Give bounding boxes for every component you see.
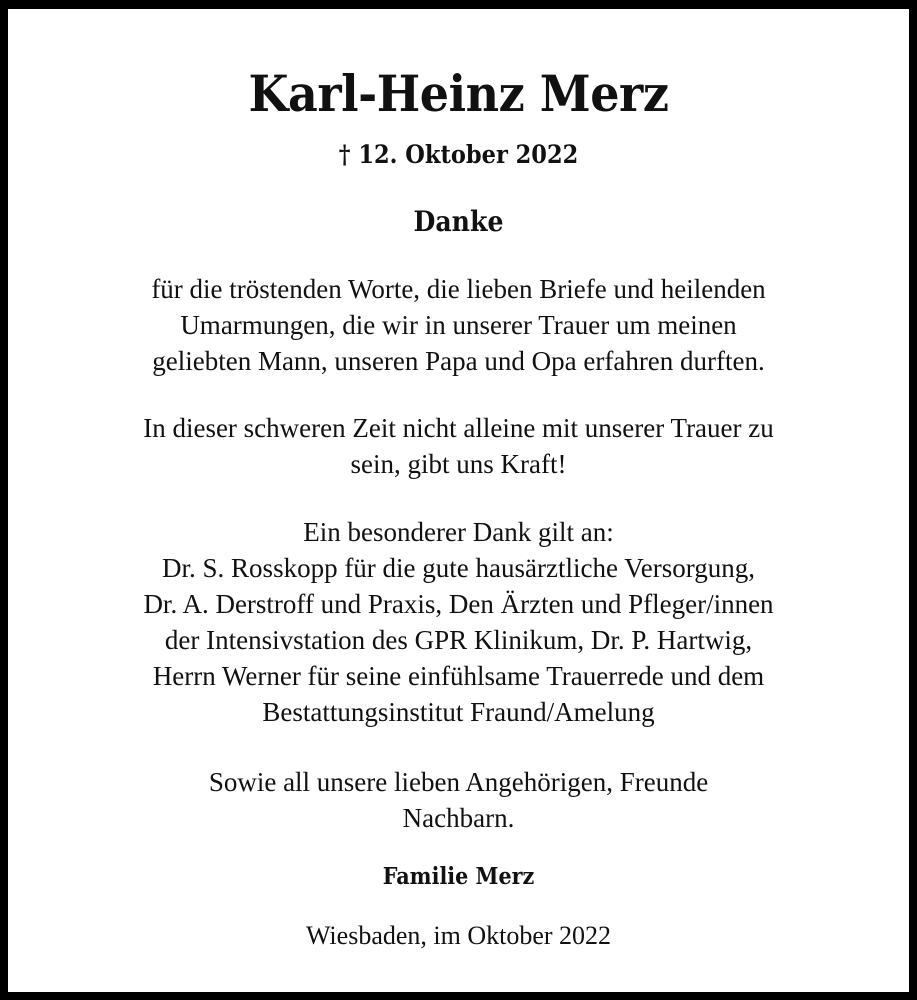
place-and-date: Wiesbaden, im Oktober 2022 (305, 921, 612, 950)
thanks-paragraph-words (38, 271, 879, 379)
text-line: sein, gibt uns Kraft! (350, 449, 567, 479)
text-line: Dr. A. Derstroff und Praxis, Den Ärzten und Pfleger/innen (143, 589, 774, 619)
text-line: Ein besonderer Dank gilt an: (303, 517, 614, 547)
text-line: der Intensivstation des GPR Klinikum, Dr. P. Hartwig, (164, 625, 753, 655)
text-line: Herrn Werner für seine einfühlsame Trauerrede und dem (152, 661, 765, 691)
strength-paragraph (38, 410, 879, 482)
death-date: † 12. Oktober 2022 (338, 140, 579, 169)
family-signature: Familie Merz (382, 863, 535, 890)
text-line: In dieser schweren Zeit nicht alleine mit unserer Trauer zu (143, 413, 774, 443)
relatives-paragraph (38, 764, 879, 836)
thanks-heading: Danke (413, 205, 504, 238)
text-line: geliebten Mann, unseren Papa und Opa erfahren durften. (152, 346, 765, 376)
text-line: Bestattungsinstitut Fraund/Amelung (262, 697, 655, 727)
text-line: Umarmungen, die wir in unserer Trauer um meinen (180, 310, 737, 340)
text-line: Sowie all unsere lieben Angehörigen, Freunde (208, 767, 709, 797)
text-line: für die tröstenden Worte, die lieben Briefe und heilenden (151, 274, 766, 304)
obituary-notice-card (8, 9, 909, 992)
text-line: Nachbarn. (402, 803, 515, 833)
text-line: Dr. S. Rosskopp für die gute hausärztliche Versorgung, (162, 553, 755, 583)
special-thanks-paragraph (38, 514, 879, 730)
deceased-name: Karl-Heinz Merz (248, 64, 669, 123)
